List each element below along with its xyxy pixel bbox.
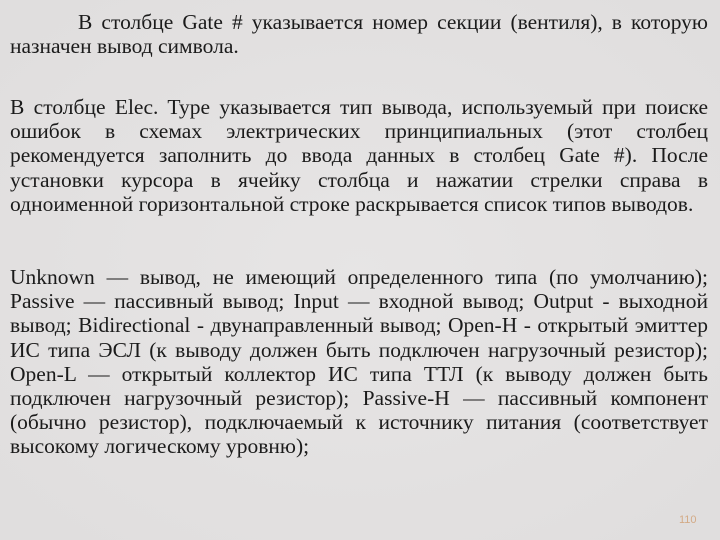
paragraph-pin-types-list: Unknown — вывод, не имеющий определенного типа (по умолчанию); Passive — пассивный вывод; Input — входной вывод; Output - выходной вывод; Bidirectional - двунаправленный вывод; Open-H - открытый эмиттер ИС типа ЭСЛ (к выводу должен быть подключен нагрузочный резистор); Open-L — открытый коллектор ИС типа ТТЛ (к выводу должен быть подключен нагрузочный резистор); Passive-H — пассивный компонент (обычно резистор), подключаемый к источнику питания (соответствует высокому логическому уровню);	[10, 265, 708, 459]
page-number: 110	[679, 514, 697, 526]
paragraph-elec-type-column: В столбце Elec. Type указывается тип вывода, используемый при поиске ошибок в схемах электрических принципиальных (этот столбец рекомендуется заполнить до ввода данных в столбец Gate #). После установки курсора в ячейку столбца и нажатии стрелки справа в одноименной горизонтальной строке раскрывается список типов выводов.	[10, 95, 708, 216]
paragraph-gate-column: В столбце Gate # указывается номер секции (вентиля), в которую назначен вывод символа.	[10, 10, 708, 59]
